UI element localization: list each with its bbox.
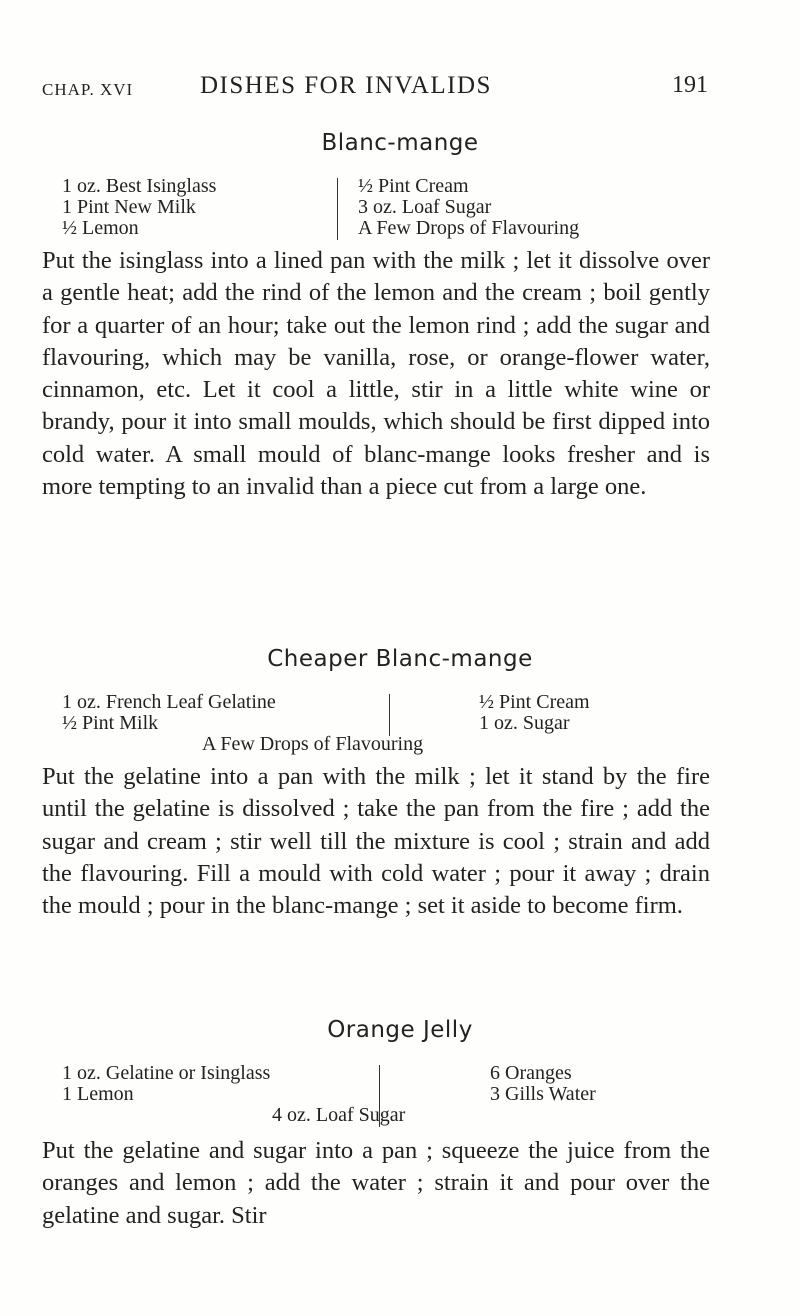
ingredients-right-column	[490, 1063, 596, 1105]
ingredient-item: 1 Pint New Milk	[62, 196, 196, 218]
ingredients-left-column	[62, 692, 276, 734]
ingredient-item-centered: A Few Drops of Flavouring	[202, 733, 424, 755]
ingredient-item: 6 Oranges	[490, 1062, 572, 1084]
recipe-heading: Cheaper Blanc-mange	[267, 646, 533, 672]
ingredient-item: ½ Pint Cream	[479, 691, 590, 713]
column-divider	[337, 178, 338, 240]
ingredients-right-column	[479, 692, 590, 734]
ingredients-right-column	[358, 176, 579, 239]
ingredient-item-centered: 4 oz. Loaf Sugar	[272, 1104, 406, 1126]
ingredient-item: 1 oz. French Leaf Gelatine	[62, 691, 276, 713]
recipe-heading: Blanc-mange	[321, 130, 479, 156]
ingredient-item: 3 Gills Water	[490, 1083, 596, 1105]
ingredient-item: A Few Drops of Flavouring	[358, 217, 580, 239]
chapter-title: DISHES FOR INVALIDS	[200, 72, 492, 99]
ingredient-item: ½ Pint Milk	[62, 712, 159, 734]
ingredient-item: 1 oz. Sugar	[479, 712, 570, 734]
running-head	[42, 72, 708, 102]
chapter-label: CHAP. XVI	[42, 80, 134, 99]
recipe-method: Put the gelatine into a pan with the milk ; let it stand by the fire until the gelatine is dissolved ; take the pan from the fire ; add the sugar and cream ; stir well till the mixture is cool ; strain and add the flavouring. Fill a mould with cold water ; pour it away ; drain the mould ; pour in the blanc-mange ; set it aside to become firm.	[42, 763, 710, 920]
ingredient-item: 1 oz. Best Isinglass	[62, 175, 217, 197]
page-number: 191	[672, 72, 708, 98]
ingredients-list	[62, 692, 722, 758]
ingredient-item: 1 oz. Gelatine or Isinglass	[62, 1062, 271, 1084]
column-divider	[389, 694, 390, 736]
recipe-heading: Orange Jelly	[327, 1017, 473, 1043]
ingredients-left-column	[62, 176, 216, 239]
recipe-method: Put the gelatine and sugar into a pan ; squeeze the juice from the oranges and lemon ; add the water ; strain it and pour over the gelatine and sugar. Stir	[42, 1137, 710, 1229]
recipe-method: Put the isinglass into a lined pan with the milk ; let it dissolve over a gentle heat; add the rind of the lemon and the cream ; boil gently for a quarter of an hour; take out the lemon rind ; add the sugar and flavouring, which may be vanilla, rose, or orange-flower water, cinnamon, etc. Let it cool a little, stir in a little white wine or brandy, pour it into small moulds, which should be first dipped into cold water. A small mould of blanc-mange looks fresher and is more tempting to an invalid than a piece cut from a large one.	[42, 247, 710, 501]
ingredient-item: ½ Pint Cream	[358, 175, 469, 197]
ingredient-item: 1 Lemon	[62, 1083, 134, 1105]
ingredients-list	[62, 176, 722, 242]
ingredients-left-column	[62, 1063, 270, 1105]
ingredients-list	[62, 1063, 722, 1129]
ingredient-item: 3 oz. Loaf Sugar	[358, 196, 492, 218]
ingredient-item: ½ Lemon	[62, 217, 139, 239]
